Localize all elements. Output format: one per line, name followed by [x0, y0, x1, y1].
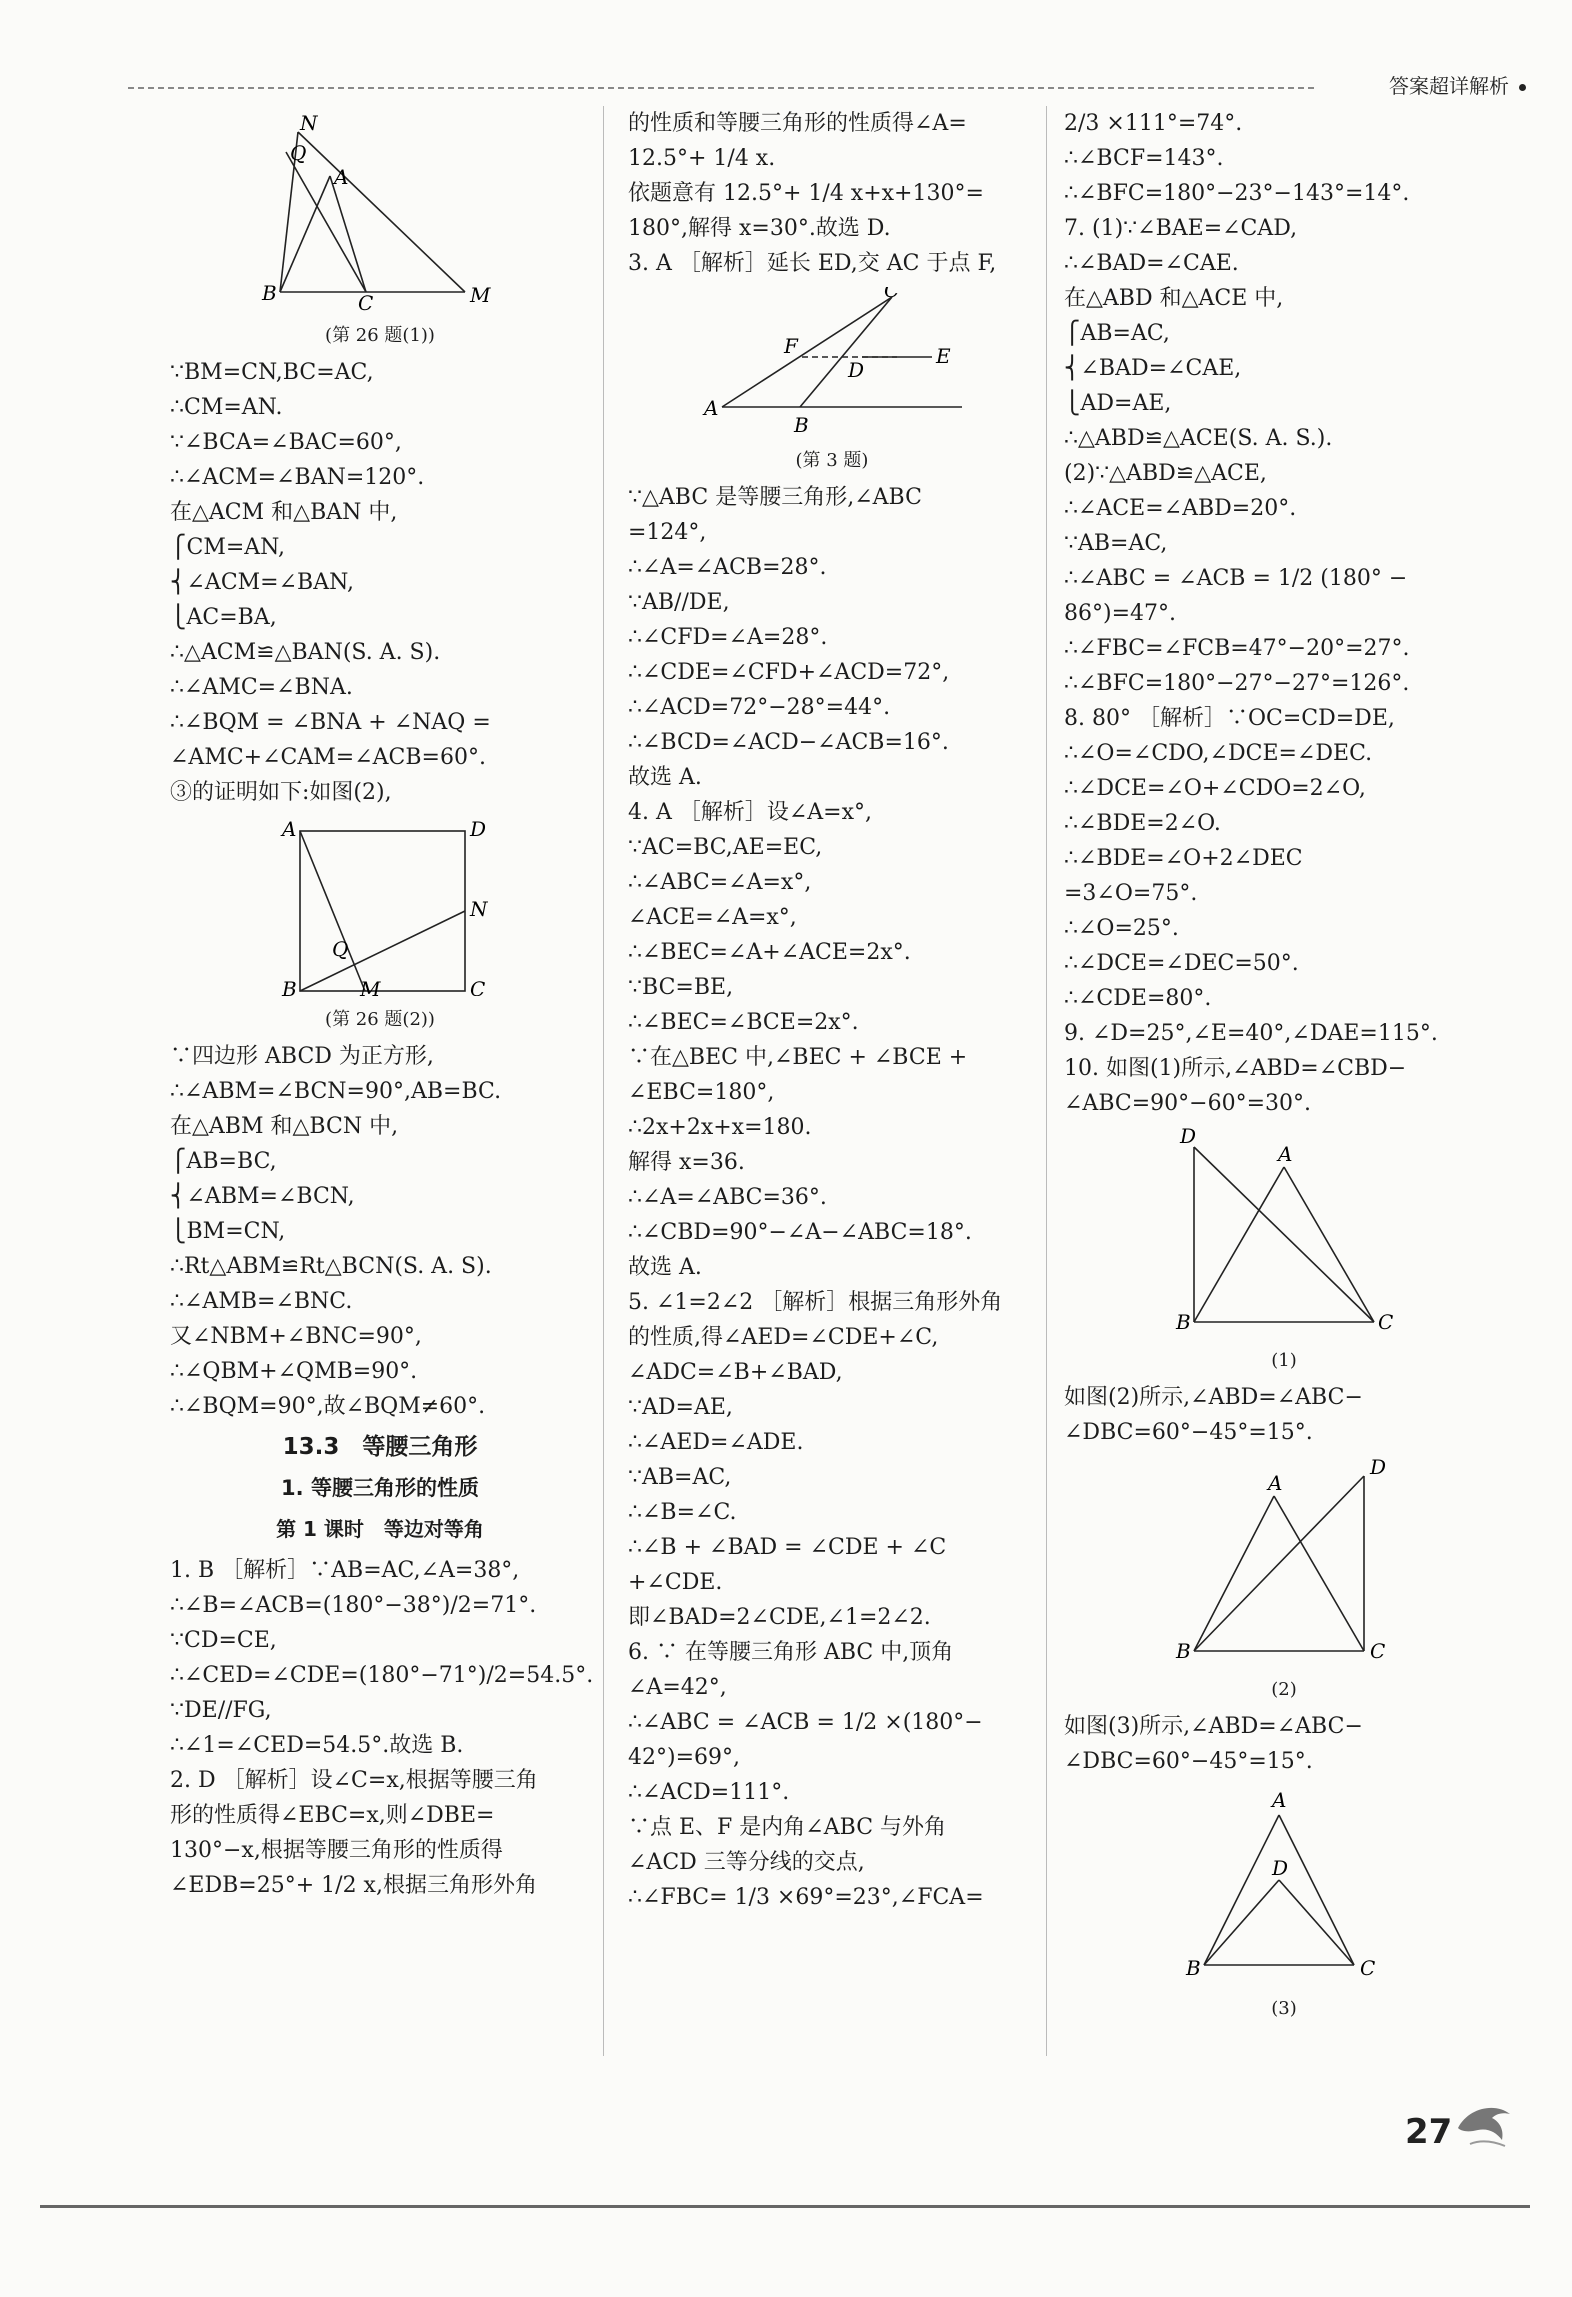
text-line: ∴∠CDE=∠CFD+∠ACD=72°,: [628, 660, 950, 685]
label-B: B: [1176, 1639, 1191, 1663]
label-Q: Q: [332, 937, 349, 961]
label-E: E: [936, 344, 951, 368]
text-line: 6. ∵ 在等腰三角形 ABC 中,顶角: [628, 1640, 954, 1665]
text-line: ∠ACE=∠A=x°,: [628, 905, 797, 930]
dolphin-icon: [1450, 2088, 1520, 2162]
label-D: D: [1370, 1456, 1387, 1479]
figure-10-2-caption: (2): [1271, 1679, 1297, 1700]
label-M: M: [360, 977, 381, 996]
text-line: ∴∠ACD=111°.: [628, 1780, 790, 1805]
text-line: ∠ACD 三等分线的交点,: [628, 1850, 865, 1875]
text-line: 4. A ［解析］设∠A=x°,: [628, 800, 873, 825]
text-line: 如图(3)所示,∠ABD=∠ABC−: [1064, 1714, 1363, 1739]
text-line: ∴△ABD≌△ACE(S. A. S.).: [1064, 426, 1333, 451]
text-line: ∠ABC=90°−60°=30°.: [1064, 1091, 1312, 1116]
label-A: A: [1278, 1142, 1293, 1166]
text-line: ∴∠AED=∠ADE.: [628, 1430, 804, 1455]
header-title: [1389, 70, 1526, 99]
text-line: ⎩AC=BA,: [170, 605, 277, 630]
text-line: ∴∠AMC=∠BNA.: [170, 675, 353, 700]
lesson-title: 第 1 课时 等边对等角: [276, 1517, 484, 1541]
column-divider-1: [603, 106, 604, 2056]
label-B: B: [1186, 1956, 1201, 1980]
text-line: 2. D ［解析］设∠C=x,根据等腰三角: [170, 1768, 538, 1793]
label-Q: Q: [290, 141, 307, 165]
text-line: ∴∠O=∠CDO,∠DCE=∠DEC.: [1064, 741, 1373, 766]
text-line: 的性质和等腰三角形的性质得∠A=: [628, 111, 967, 136]
text-line: ∵AB=AC,: [1064, 531, 1168, 556]
text-line: 在△ABM 和△BCN 中,: [170, 1114, 399, 1139]
text-line: ∴∠BCD=∠ACD−∠ACB=16°.: [628, 730, 949, 755]
figure-10-2-diagram: [1164, 1456, 1404, 1666]
text-line: 9. ∠D=25°,∠E=40°,∠DAE=115°.: [1064, 1021, 1438, 1046]
text-line: ∴△ACM≌△BAN(S. A. S).: [170, 640, 441, 665]
text-line: +∠CDE.: [628, 1570, 723, 1595]
text-line: ∴∠BEC=∠BCE=2x°.: [628, 1010, 859, 1035]
column-1: [170, 106, 594, 1903]
text-line: 的性质,得∠AED=∠CDE+∠C,: [628, 1325, 939, 1350]
text-line: ∴∠ACE=∠ABD=20°.: [1064, 496, 1297, 521]
figure-26-1-diagram: [260, 112, 500, 312]
label-C: C: [1360, 1956, 1376, 1980]
label-B: B: [262, 281, 277, 305]
text-line: ∴∠FBC=∠FCB=47°−20°=27°.: [1064, 636, 1410, 661]
label-D: D: [470, 817, 487, 841]
text-line: ③的证明如下:如图(2),: [170, 780, 392, 805]
figure-26-1-caption: (第 26 题(1)): [325, 325, 435, 346]
text-line: ∴∠O=25°.: [1064, 916, 1179, 941]
text-line: 7. (1)∵∠BAE=∠CAD,: [1064, 216, 1298, 241]
text-line: 形的性质得∠EBC=x,则∠DBE=: [170, 1803, 495, 1828]
label-A: A: [704, 396, 719, 420]
label-A: A: [282, 817, 297, 841]
text-line: 180°,解得 x=30°.故选 D.: [628, 216, 891, 241]
figure-26-2-diagram: [270, 816, 490, 996]
text-line: ∠DBC=60°−45°=15°.: [1064, 1420, 1313, 1445]
header-rule: [128, 87, 1314, 89]
text-line: ∴CM=AN.: [170, 395, 283, 420]
text-line: 故选 A.: [628, 765, 702, 790]
text-line: ∴∠BQM=90°,故∠BQM≠60°.: [170, 1394, 486, 1419]
text-line: 42°)=69°,: [628, 1745, 740, 1770]
text-line: ∴∠BEC=∠A+∠ACE=2x°.: [628, 940, 911, 965]
text-line: ∵BC=BE,: [628, 975, 734, 1000]
text-line: ∴∠ABM=∠BCN=90°,AB=BC.: [170, 1079, 502, 1104]
bottom-rule: [40, 2205, 1530, 2208]
text-line: ∴∠CDE=80°.: [1064, 986, 1212, 1011]
text-line: 如图(2)所示,∠ABD=∠ABC−: [1064, 1385, 1363, 1410]
text-line: ∴∠ABC = ∠ACB = 1/2 ×(180°−: [628, 1710, 983, 1735]
text-line: 即∠BAD=2∠CDE,∠1=2∠2.: [628, 1605, 931, 1630]
column-divider-2: [1046, 106, 1047, 2056]
figure-3: [628, 287, 1036, 474]
text-line: 在△ABD 和△ACE 中,: [1064, 286, 1284, 311]
text-line: ⎨∠BAD=∠CAE,: [1064, 356, 1242, 381]
figure-3-caption: (第 3 题): [795, 450, 869, 471]
text-line: (2)∵△ABD≌△ACE,: [1064, 461, 1267, 486]
header-title-text: 答案超详解析: [1389, 74, 1509, 98]
label-A: A: [1268, 1471, 1283, 1495]
label-A: A: [1272, 1788, 1287, 1812]
text-line: ⎨∠ACM=∠BAN,: [170, 570, 354, 595]
text-line: ∠DBC=60°−45°=15°.: [1064, 1749, 1313, 1774]
text-line: ∴∠QBM+∠QMB=90°.: [170, 1359, 418, 1384]
text-line: 3. A ［解析］延长 ED,交 AC 于点 F,: [628, 251, 997, 276]
text-line: ∴∠B + ∠BAD = ∠CDE + ∠C: [628, 1535, 947, 1560]
text-line: 依题意有 12.5°+ 1/4 x+x+130°=: [628, 181, 984, 206]
text-line: ∴∠B=∠ACB=(180°−38°)/2=71°.: [170, 1593, 537, 1618]
text-line: ∵点 E、F 是内角∠ABC 与外角: [628, 1815, 947, 1840]
label-D: D: [848, 358, 865, 382]
text-line: ∵△ABC 是等腰三角形,∠ABC: [628, 485, 922, 510]
text-line: ∵CD=CE,: [170, 1628, 277, 1653]
text-line: ∴∠BFC=180°−23°−143°=14°.: [1064, 181, 1410, 206]
column-3: [1064, 106, 1504, 2028]
text-line: 130°−x,根据等腰三角形的性质得: [170, 1838, 503, 1863]
section-title: 13.3 等腰三角形: [282, 1434, 478, 1460]
text-line: 12.5°+ 1/4 x.: [628, 146, 776, 171]
label-C: C: [470, 977, 486, 996]
label-B: B: [282, 977, 297, 996]
text-line: 又∠NBM+∠BNC=90°,: [170, 1324, 422, 1349]
text-line: 2/3 ×111°=74°.: [1064, 111, 1243, 136]
text-line: ∵在△BEC 中,∠BEC + ∠BCE +: [628, 1045, 968, 1070]
text-line: ∴∠FBC= 1/3 ×69°=23°,∠FCA=: [628, 1885, 984, 1910]
text-line: =124°,: [628, 520, 707, 545]
text-line: ∴∠ACD=72°−28°=44°.: [628, 695, 891, 720]
text-line: ∠A=42°,: [628, 1675, 727, 1700]
label-C: C: [1378, 1310, 1394, 1334]
label-A: A: [334, 165, 349, 189]
text-line: ∴∠A=∠ACB=28°.: [628, 555, 827, 580]
text-line: ∴∠DCE=∠DEC=50°.: [1064, 951, 1299, 976]
text-line: ⎧AB=BC,: [170, 1149, 277, 1174]
text-line: ∠ADC=∠B+∠BAD,: [628, 1360, 843, 1385]
text-line: 解得 x=36.: [628, 1150, 745, 1175]
label-C: C: [358, 291, 374, 312]
figure-10-3-diagram: [1164, 1785, 1404, 1985]
column-2: [628, 106, 1036, 1915]
header-dot-icon: [1519, 84, 1526, 91]
text-line: ∴∠BCF=143°.: [1064, 146, 1224, 171]
label-N: N: [300, 112, 318, 135]
figure-10-3: [1064, 1785, 1504, 2022]
text-line: ∴2x+2x+x=180.: [628, 1115, 812, 1140]
subsection-title: 1. 等腰三角形的性质: [281, 1476, 479, 1500]
text-line: ∴∠BAD=∠CAE.: [1064, 251, 1239, 276]
text-line: =3∠O=75°.: [1064, 881, 1198, 906]
label-M: M: [470, 283, 491, 307]
text-line: ⎧CM=AN,: [170, 535, 286, 560]
text-line: ∴∠BQM = ∠BNA + ∠NAQ =: [170, 710, 491, 735]
text-line: ∵DE//FG,: [170, 1698, 272, 1723]
text-line: ∵∠BCA=∠BAC=60°,: [170, 430, 402, 455]
text-line: ∴∠ABC = ∠ACB = 1/2 (180° −: [1064, 566, 1408, 591]
text-line: 在△ACM 和△BAN 中,: [170, 500, 398, 525]
text-line: ∠EBC=180°,: [628, 1080, 775, 1105]
text-line: ∠AMC+∠CAM=∠ACB=60°.: [170, 745, 486, 770]
figure-10-3-caption: (3): [1271, 1998, 1297, 2019]
text-line: ∵BM=CN,BC=AC,: [170, 360, 374, 385]
text-line: ∵AD=AE,: [628, 1395, 733, 1420]
text-line: ⎨∠ABM=∠BCN,: [170, 1184, 355, 1209]
text-line: ∠EDB=25°+ 1/2 x,根据三角形外角: [170, 1873, 537, 1898]
figure-10-2: [1064, 1456, 1504, 1703]
label-D: D: [1180, 1127, 1197, 1148]
text-line: ∴∠CED=∠CDE=(180°−71°)/2=54.5°.: [170, 1663, 594, 1688]
text-line: ∵四边形 ABCD 为正方形,: [170, 1044, 434, 1069]
figure-10-1-diagram: [1164, 1127, 1404, 1337]
figure-3-diagram: [692, 287, 972, 437]
text-line: ∵AC=BC,AE=EC,: [628, 835, 823, 860]
label-F: F: [784, 334, 798, 358]
text-line: ∵AB//DE,: [628, 590, 730, 615]
text-line: ∴∠ABC=∠A=x°,: [628, 870, 812, 895]
text-line: ∴∠ACM=∠BAN=120°.: [170, 465, 425, 490]
text-line: ∴∠BDE=∠O+2∠DEC: [1064, 846, 1303, 871]
label-C: C: [1370, 1639, 1386, 1663]
text-line: 故选 A.: [628, 1255, 702, 1280]
label-B: B: [1176, 1310, 1191, 1334]
text-line: 1. B ［解析］∵AB=AC,∠A=38°,: [170, 1558, 520, 1583]
text-line: ∴∠A=∠ABC=36°.: [628, 1185, 827, 1210]
figure-10-1-caption: (1): [1271, 1350, 1297, 1371]
text-line: ⎩AD=AE,: [1064, 391, 1172, 416]
label-N: N: [470, 897, 488, 921]
text-line: ∴∠CFD=∠A=28°.: [628, 625, 828, 650]
label-D: D: [1272, 1856, 1289, 1880]
text-line: ⎧AB=AC,: [1064, 321, 1170, 346]
text-line: ∴∠AMB=∠BNC.: [170, 1289, 353, 1314]
text-line: ∴∠BFC=180°−27°−27°=126°.: [1064, 671, 1410, 696]
figure-26-1: [170, 112, 590, 349]
text-line: 8. 80° ［解析］∵OC=CD=DE,: [1064, 706, 1395, 731]
figure-26-2-caption: (第 26 题(2)): [325, 1009, 435, 1030]
text-line: ∴∠CBD=90°−∠A−∠ABC=18°.: [628, 1220, 972, 1245]
text-line: ∵AB=AC,: [628, 1465, 732, 1490]
text-line: ∴∠BDE=2∠O.: [1064, 811, 1221, 836]
text-line: ∴∠DCE=∠O+∠CDO=2∠O,: [1064, 776, 1366, 801]
text-line: ∴∠1=∠CED=54.5°.故选 B.: [170, 1733, 464, 1758]
text-line: 5. ∠1=2∠2 ［解析］根据三角形外角: [628, 1290, 1003, 1315]
text-line: ⎩BM=CN,: [170, 1219, 286, 1244]
label-C: C: [884, 287, 900, 302]
text-line: ∴Rt△ABM≌Rt△BCN(S. A. S).: [170, 1254, 492, 1279]
text-line: ∴∠B=∠C.: [628, 1500, 737, 1525]
label-B: B: [794, 413, 809, 437]
page-number: 27: [1405, 2112, 1453, 2152]
figure-26-2: [170, 816, 590, 1033]
text-line: 86°)=47°.: [1064, 601, 1176, 626]
figure-10-1: [1064, 1127, 1504, 1374]
text-line: 10. 如图(1)所示,∠ABD=∠CBD−: [1064, 1056, 1407, 1081]
